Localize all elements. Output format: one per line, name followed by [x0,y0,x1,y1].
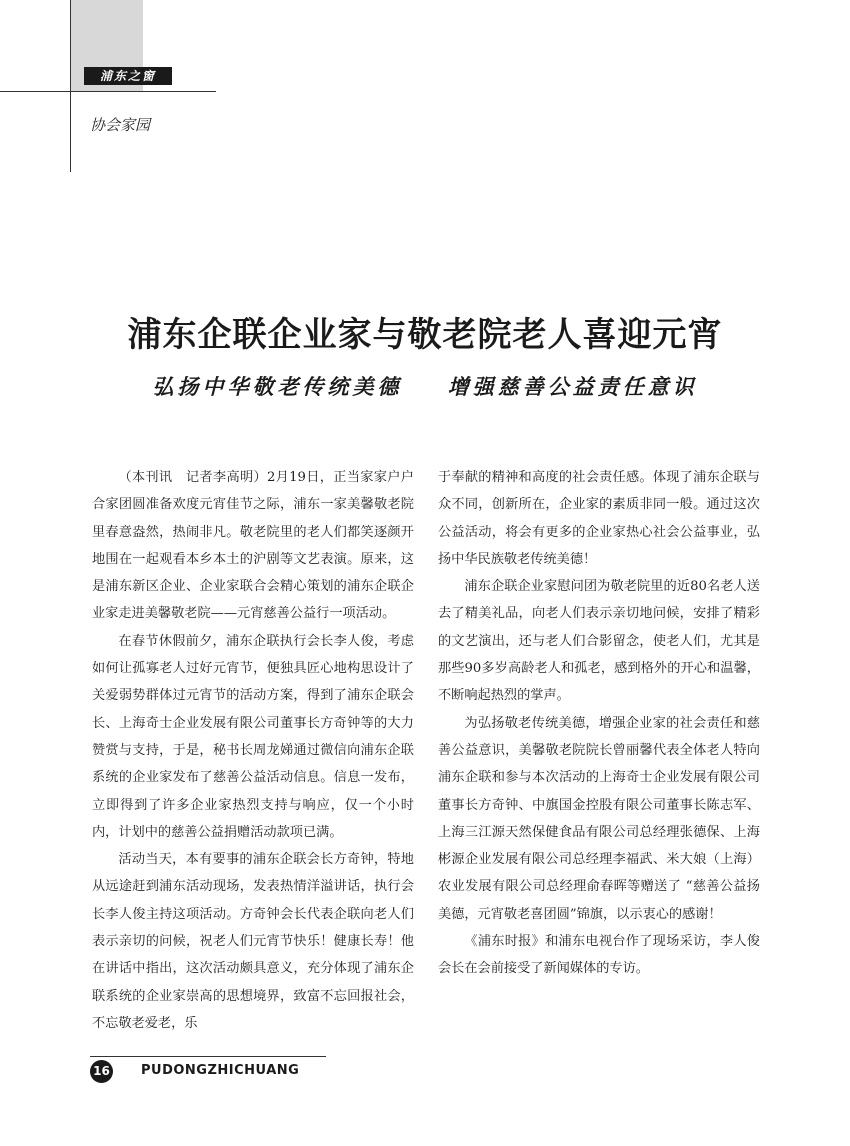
section-label: 协会家园 [90,116,151,134]
article-subtitle: 弘扬中华敬老传统美德 增强慈善公益责任意识 [152,375,698,399]
header-vertical-rule [70,0,71,172]
paragraph: 在春节休假前夕，浦东企联执行会长李人俊，考虑如何让孤寡老人过好元宵节，便独具匠心地构思设计了关爱弱势群体过元宵节的活动方案，得到了浦东企联会长、上海奇士企业发展有限公司董事长方奇钟等的大力赞赏与支持，于是，秘书长周龙娣通过微信向浦东企联系统的企业家发布了慈善公益活动信息。信息一发布，立即得到了许多企业家热烈支持与响应，仅一个小时内，计划中的慈善公益捐赠活动款项已满。 [92,633,414,840]
paragraph: 活动当天，本有要事的浦东企联会长方奇钟，特地从远途赶到浦东活动现场，发表热情洋溢讲话，执行会长李人俊主持这项活动。方奇钟会长代表企联向老人们表示亲切的问候，祝老人们元宵节快乐！健康长寿！他在讲话中指出，这次活动颇具意义，充分体现了浦东企联系统的企业家崇高的思想境界，致富不忘回报社会，不忘敬老爱老，乐 [92,852,414,1031]
paragraph-continuation: 于奉献的精神和高度的社会责任感。体现了浦东企联与众不同，创新所在，企业家的素质非同一般。通过这次公益活动，将会有更多的企业家热心社会公益事业，弘扬中华民族敬老传统美德！ [438,470,760,567]
article-column-left [92,464,414,1037]
footer-rule [90,1056,326,1057]
article-column-right [438,464,760,983]
footer-magazine-name: PUDONGZHICHUANG [141,1063,300,1078]
magazine-logo-tab: 浦东之窗 [84,67,172,85]
header-horizontal-rule [0,91,216,92]
paragraph: 浦东企联企业家慰问团为敬老院里的近80名老人送去了精美礼品，向老人们表示亲切地问候，安排了精彩的文艺演出，还与老人们合影留念，使老人们，尤其是那些90多岁高龄老人和孤老，感到格外的开心和温馨，不断响起热烈的掌声。 [438,579,760,704]
paragraph: （本刊讯 记者李高明）2月19日，正当家家户户合家团圆准备欢度元宵佳节之际，浦东一家美馨敬老院里春意盎然，热闹非凡。敬老院里的老人们都笑逐颜开地围在一起观看本乡本土的沪剧等文艺表演。原来，这是浦东新区企业、企业家联合会精心策划的浦东企联企业家走进美馨敬老院——元宵慈善公益行一项活动。 [92,470,414,622]
paragraph: 为弘扬敬老传统美德，增强企业家的社会责任和慈善公益意识，美馨敬老院院长曾丽馨代表全体老人特向浦东企联和参与本次活动的上海奇士企业发展有限公司董事长方奇钟、中旗国金控股有限公司董事长陈志军、上海三江源天然保健食品有限公司总经理张德保、上海彬源企业发展有限公司总经理李福武、米大娘（上海）农业发展有限公司总经理俞春晖等赠送了 “慈善公益扬美德，元宵敬老喜团圆”锦旗，以示衷心的感谢！ [438,715,760,922]
article-title: 浦东企联企业家与敬老院老人喜迎元宵 [127,315,723,355]
paragraph: 《浦东时报》和浦东电视台作了现场采访，李人俊会长在会前接受了新闻媒体的专访。 [438,934,760,977]
page-number: 16 [90,1060,113,1083]
